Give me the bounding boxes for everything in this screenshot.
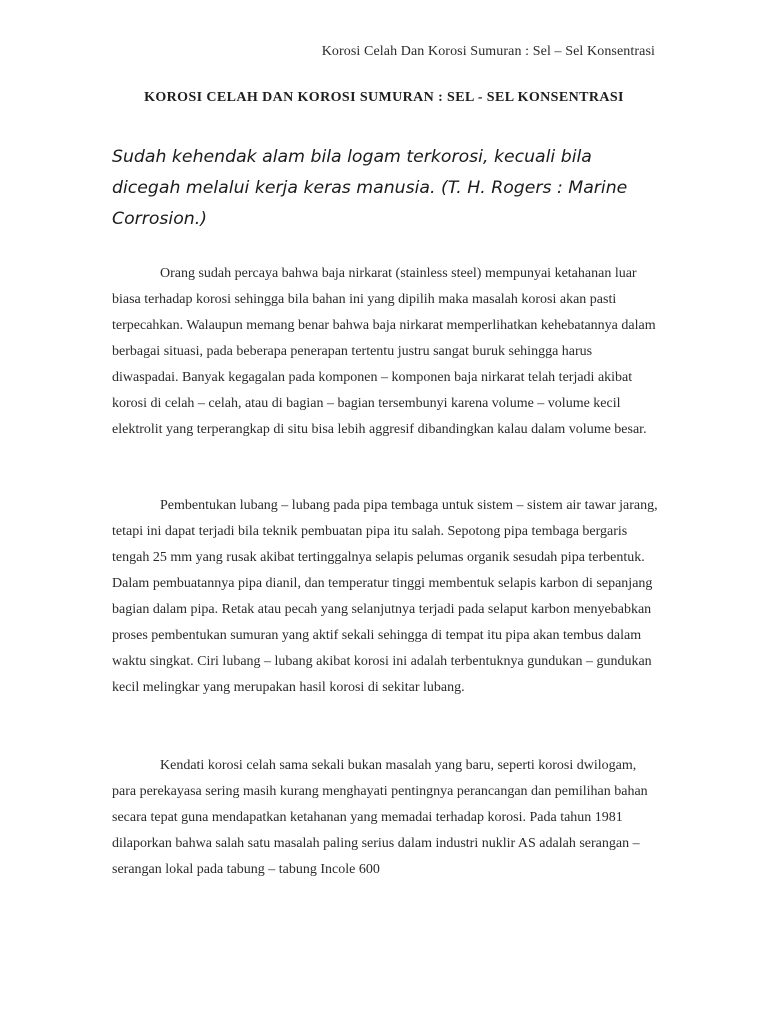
paragraph-text: Orang sudah percaya bahwa baja nirkarat (stainless steel) mempunyai ketahanan luar biasa terhadap korosi sehingga bila bahan ini yang dipilih maka masalah korosi akan pasti terpecahkan. Walaupun memang benar bahwa baja nirkarat memperlihatkan kehebatannya dalam berbagai situasi, pada beberapa penerapan tertentu justru sangat buruk sehingga harus diwaspadai. Banyak kegagalan pada komponen – komponen baja nirkarat telah terjadi akibat korosi di celah – celah, atau di bagian – bagian tersembunyi karena volume – volume kecil elektrolit yang terperangkap di situ bisa lebih aggresif dibandingkan kalau dalam volume besar. xyxy=(112,266,656,437)
paragraph xyxy=(112,261,658,443)
paragraph-text: Pembentukan lubang – lubang pada pipa tembaga untuk sistem – sistem air tawar jarang, tetapi ini dapat terjadi bila teknik pembuatan pipa itu salah. Sepotong pipa tembaga bergaris tengah 25 mm yang rusak akibat tertinggalnya selapis pelumas organik sesudah pipa terbentuk. Dalam pembuatannya pipa dianil, dan temperatur tinggi membentuk selapis karbon di sepanjang bagian dalam pipa. Retak atau pecah yang selanjutnya terjadi pada selaput karbon menyebabkan proses pembentukan sumuran yang aktif sekali sehingga di tempat itu pipa akan tembus dalam waktu singkat. Ciri lubang – lubang akibat korosi ini adalah terbentuknya gundukan – gundukan kecil melingkar yang merupakan hasil korosi di sekitar lubang. xyxy=(112,498,658,695)
running-header: Korosi Celah Dan Korosi Sumuran : Sel – Sel Konsentrasi xyxy=(321,44,655,59)
page-title: KOROSI CELAH DAN KOROSI SUMURAN : SEL - SEL KONSENTRASI xyxy=(144,90,624,105)
paragraph-text: Kendati korosi celah sama sekali bukan masalah yang baru, seperti korosi dwilogam, para perekayasa sering masih kurang menghayati pentingnya perancangan dan pemilihan bahan secara tepat guna mendapatkan ketahanan yang memadai terhadap korosi. Pada tahun 1981 dilaporkan bahwa salah satu masalah paling serius dalam industri nuklir AS adalah serangan – serangan lokal pada tabung – tabung Incole 600 xyxy=(112,758,648,877)
paragraph xyxy=(112,753,658,883)
epigraph-quote: Sudah kehendak alam bila logam terkorosi, kecuali bila dicegah melalui kerja keras manusia. (T. H. Rogers : Marine Corrosion.) xyxy=(112,147,628,229)
paragraph xyxy=(112,493,658,701)
